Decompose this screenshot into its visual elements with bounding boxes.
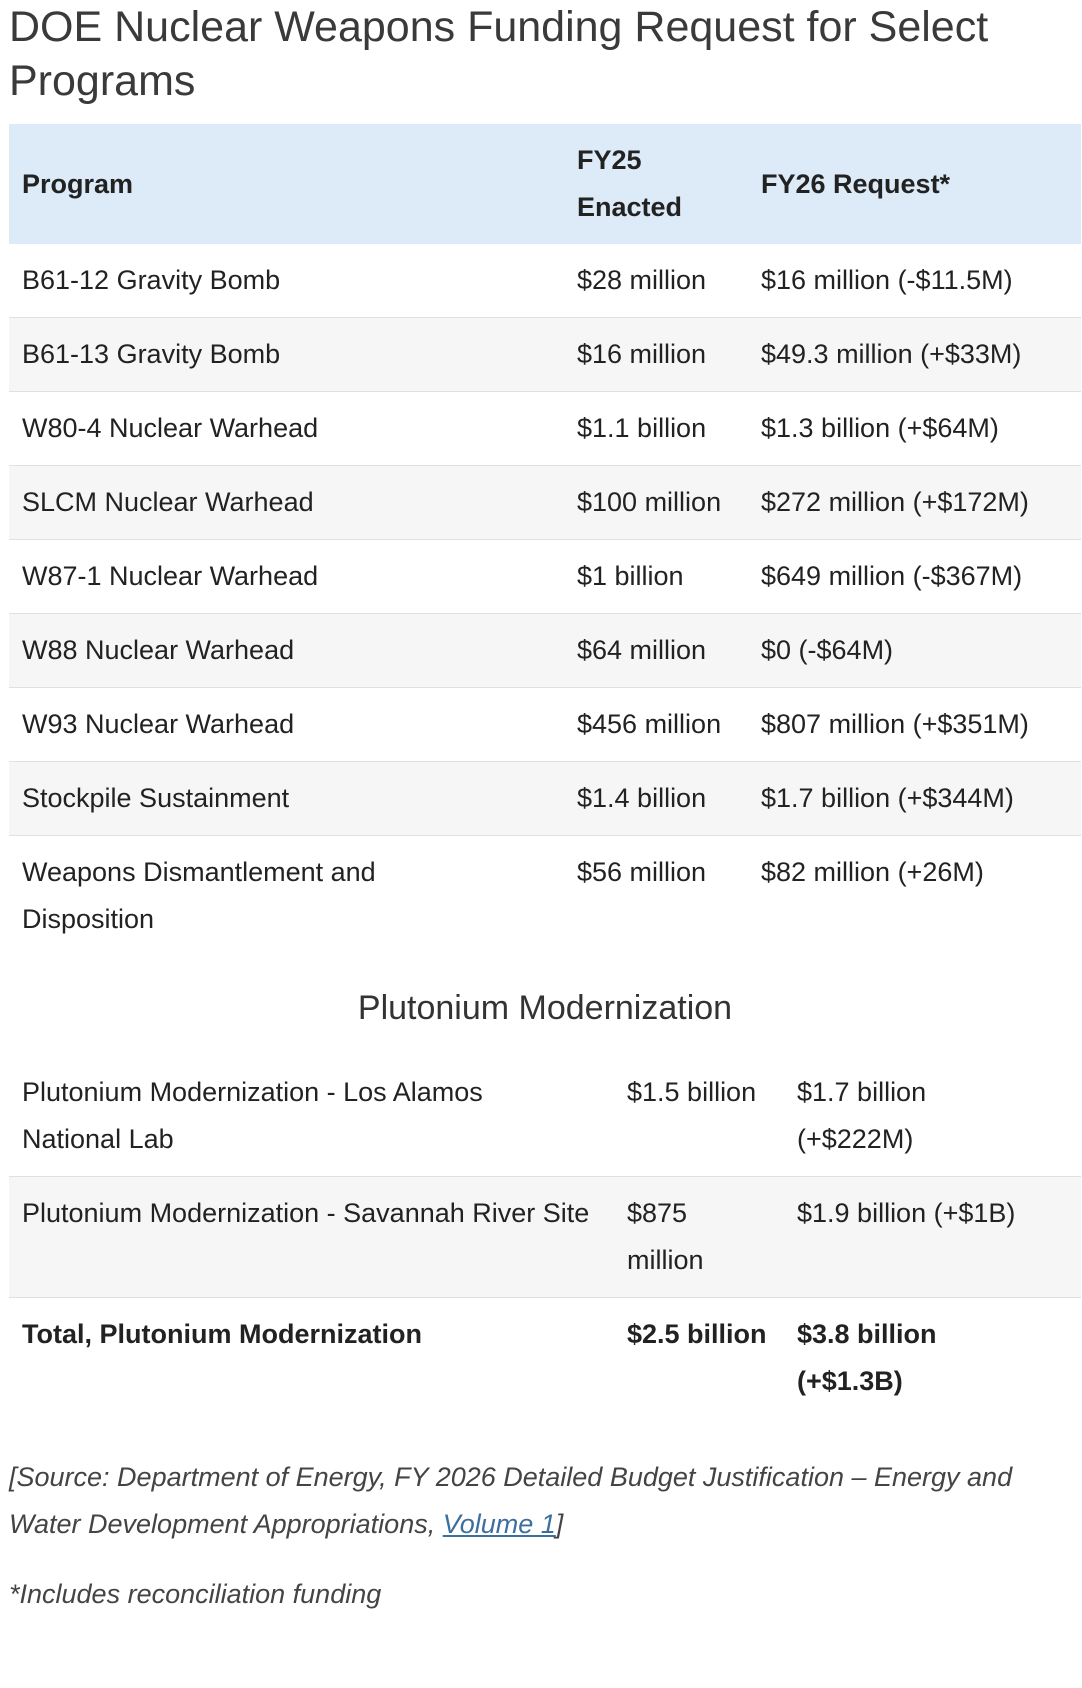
fy25-cell-text: $875 million: [627, 1198, 704, 1275]
table-row: [9, 1177, 1081, 1298]
fy26-cell: $1.3 billion (+$64M): [759, 392, 1081, 466]
fy26-cell: $272 million (+$172M): [759, 466, 1081, 540]
program-cell: W87-1 Nuclear Warhead: [9, 540, 556, 614]
volume-1-link[interactable]: Volume 1: [442, 1509, 556, 1539]
fy26-cell: $1.7 billion (+$344M): [759, 762, 1081, 836]
plutonium-section-title: Plutonium Modernization: [357, 989, 733, 1027]
fy26-cell: $1.9 billion (+$1B): [797, 1177, 1081, 1298]
funding-table: [9, 124, 1081, 956]
program-cell: Stockpile Sustainment: [9, 762, 556, 836]
plutonium-table: [9, 1056, 1081, 1418]
table-row: [9, 244, 1081, 318]
program-cell: [9, 1056, 627, 1177]
header-fy25: [556, 124, 759, 244]
table-row: [9, 614, 1081, 688]
table-row: [9, 836, 1081, 957]
fy26-cell: $0 (-$64M): [759, 614, 1081, 688]
program-cell: W88 Nuclear Warhead: [9, 614, 556, 688]
fy26-cell-text: $1.7 billion (+$222M): [797, 1077, 927, 1154]
fy26-cell: $16 million (-$11.5M): [759, 244, 1081, 318]
table-row: [9, 392, 1081, 466]
program-cell: [9, 836, 556, 957]
fy25-cell: $456 million: [556, 688, 759, 762]
header-program: Program: [9, 124, 556, 244]
program-cell: B61-12 Gravity Bomb: [9, 244, 556, 318]
fy25-cell: $1.1 billion: [556, 392, 759, 466]
program-cell: Plutonium Modernization - Savannah River Site: [9, 1177, 627, 1298]
footnote: *Includes reconciliation funding: [9, 1579, 382, 1609]
fy26-cell: $49.3 million (+$33M): [759, 318, 1081, 392]
fy25-cell: $28 million: [556, 244, 759, 318]
fy25-cell: $1.5 billion: [627, 1056, 797, 1177]
source-text: [Source: Department of Energy, FY 2026 Detailed Budget Justification – Energy and Water Development Appropriations,: [9, 1462, 1013, 1539]
fy25-cell: $56 million: [577, 857, 707, 887]
fy25-cell: $16 million: [556, 318, 759, 392]
fy26-cell: $649 million (-$367M): [759, 540, 1081, 614]
program-cell: SLCM Nuclear Warhead: [9, 466, 556, 540]
header-fy25-label: FY25 Enacted: [577, 145, 683, 222]
program-cell-text: Weapons Dismantlement and Disposition: [22, 857, 376, 934]
fy25-cell: $1 billion: [556, 540, 759, 614]
fy26-cell-text: $3.8 billion (+$1.3B): [797, 1319, 937, 1396]
program-cell: Total, Plutonium Modernization: [22, 1319, 422, 1349]
fy26-cell: $82 million (+26M): [761, 857, 984, 887]
table-row: [9, 318, 1081, 392]
fy26-cell: [797, 1298, 1081, 1419]
fy25-cell: $64 million: [556, 614, 759, 688]
table-row: [9, 1056, 1081, 1177]
program-cell: B61-13 Gravity Bomb: [9, 318, 556, 392]
header-fy26: FY26 Request*: [759, 124, 1081, 244]
source-suffix: ]: [555, 1509, 564, 1539]
fy25-cell: $100 million: [556, 466, 759, 540]
table-header-row: [9, 124, 1081, 244]
fy25-cell: [627, 1177, 797, 1298]
fy26-cell: $807 million (+$351M): [759, 688, 1081, 762]
fy25-cell: $2.5 billion: [627, 1319, 767, 1349]
fy26-cell: [797, 1056, 1081, 1177]
table-row-total: [9, 1298, 1081, 1419]
source-citation: [9, 1454, 1059, 1548]
table-row: [9, 540, 1081, 614]
program-cell: W80-4 Nuclear Warhead: [9, 392, 556, 466]
page-title: DOE Nuclear Weapons Funding Request for Select Programs: [9, 3, 989, 105]
program-cell: W93 Nuclear Warhead: [9, 688, 556, 762]
table-row: [9, 762, 1081, 836]
table-row: [9, 466, 1081, 540]
fy25-cell: $1.4 billion: [556, 762, 759, 836]
program-cell-text: Plutonium Modernization - Los Alamos National Lab: [22, 1077, 483, 1154]
table-row: [9, 688, 1081, 762]
